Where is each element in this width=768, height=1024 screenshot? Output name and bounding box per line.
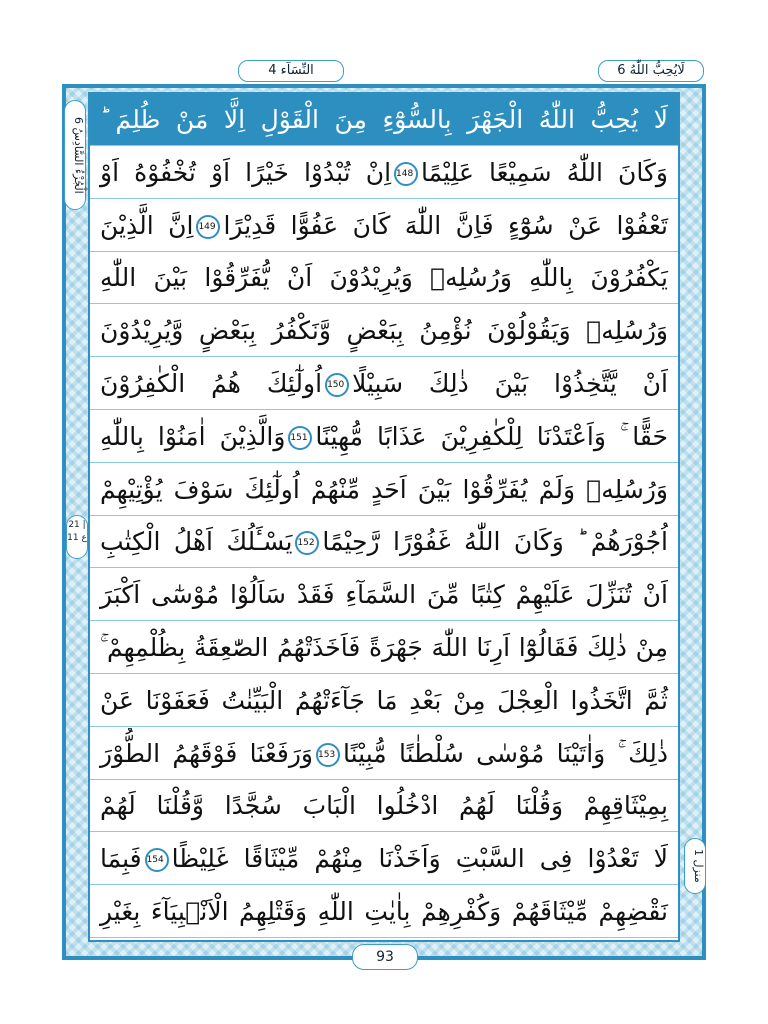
verse-text: اُولٰٓئِكَ هُمُ الْكٰفِرُوْنَ <box>100 369 323 398</box>
page-header <box>68 60 700 82</box>
verse-text: فَبِمَا <box>100 844 142 874</box>
verse-text: ثُمَّ اتَّخَذُوا الْعِجْلَ مِنْ بَعْدِ مَا جَآءَتْهُمُ الْبَيِّنٰتُ فَعَفَوْنَا عَنْ <box>100 685 668 715</box>
text-line <box>90 411 678 463</box>
verse-text: وَرَفَعْنَا فَوْقَهُمُ الطُّوْرَ <box>100 738 313 768</box>
ayah-number-marker: 153 <box>316 743 340 767</box>
verse-text: وَرُسُلِهٖ وَلَمْ يُفَرِّقُوْا بَيْنَ اَحَدٍ مِّنْهُمْ اُولٰٓئِكَ سَوْفَ يُؤْتِيْهِمْ <box>100 474 668 504</box>
ayah-number-marker: 154 <box>145 848 169 872</box>
verse-text: اِنَّ الَّذِيْنَ <box>100 210 194 240</box>
quran-text-area <box>88 92 680 942</box>
verse-text: اُجُوْرَهُمْ ؕ وَكَانَ اللّٰهُ غَفُوْرًا رَّحِيْمًا <box>322 527 668 557</box>
verse-text: وَكَانَ اللّٰهُ سَمِيْعًا عَلِيْمًا <box>421 157 669 187</box>
ayah-number-marker: 148 <box>394 162 418 186</box>
hizb-marker: 21 | 11 ع <box>66 515 88 559</box>
manzil-marker: منزل 1 <box>684 838 706 894</box>
ayah-number-marker: 151 <box>288 426 312 450</box>
text-line <box>90 780 678 832</box>
text-line <box>90 147 678 199</box>
text-line <box>90 728 678 780</box>
text-line <box>90 358 678 410</box>
text-line <box>90 252 678 304</box>
text-line <box>90 569 678 621</box>
text-line <box>90 516 678 568</box>
text-line <box>90 675 678 727</box>
verse-text: يَكْفُرُوْنَ بِاللّٰهِ وَرُسُلِهٖ وَيُرِيْدُوْنَ اَنْ يُّفَرِّقُوْا بَيْنَ اللّٰهِ <box>100 263 668 293</box>
text-line <box>90 886 678 938</box>
surah-name-label: النِّسَآء 4 <box>238 60 344 82</box>
verse-text: يَسْـَٔلُكَ اَهْلُ الْكِتٰبِ <box>100 527 293 557</box>
verse-text: وَالَّذِيْنَ اٰمَنُوْا بِاللّٰهِ <box>100 421 286 451</box>
verse-text: وَرُسُلِهٖ وَيَقُوْلُوْنَ نُؤْمِنُ بِبَعْضٍ وَّنَكْفُرُ بِبَعْضٍ وَّيُرِيْدُوْنَ <box>100 316 668 346</box>
verse-text: بِمِيْثَاقِهِمْ وَقُلْنَا لَهُمُ ادْخُلُوا الْبَابَ سُجَّدًا وَّقُلْنَا لَهُمْ <box>100 791 668 821</box>
verse-text: لَا تَعْدُوْا فِى السَّبْتِ وَاَخَذْنَا مِنْهُمْ مِّيْثَاقًا غَلِيْظًا <box>171 844 668 874</box>
verse-text: اَنْ تُنَزِّلَ عَلَيْهِمْ كِتٰبًا مِّنَ السَّمَآءِ فَقَدْ سَاَلُوْا مُوْسٰٓى اَكْبَرَ <box>100 580 668 610</box>
text-line <box>90 94 678 146</box>
text-line <box>90 833 678 885</box>
text-line <box>90 464 678 516</box>
verse-text: اَنْ يَّتَّخِذُوْا بَيْنَ ذٰلِكَ سَبِيْلًا <box>352 369 668 398</box>
ayah-number-marker: 149 <box>196 215 220 239</box>
page-number: 93 <box>352 944 418 970</box>
verse-text: تَعْفُوْا عَنْ سُوْٓءٍ فَاِنَّ اللّٰهَ كَانَ عَفُوًّا قَدِيْرًا <box>223 210 668 240</box>
verse-text: اِنْ تُبْدُوْا خَيْرًا اَوْ تُخْفُوْهُ اَوْ <box>100 157 392 187</box>
verse-text: ذٰلِكَ ۚ وَاٰتَيْنَا مُوْسٰى سُلْطٰنًا مُّبِيْنًا <box>343 738 669 768</box>
text-line <box>90 622 678 674</box>
ayah-number-marker: 152 <box>295 531 319 555</box>
text-line <box>90 200 678 252</box>
verse-text: حَقًّا ۚ وَاَعْتَدْنَا لِلْكٰفِرِيْنَ عَذَابًا مُّهِيْنًا <box>315 421 668 451</box>
text-line <box>90 305 678 357</box>
verse-text: نَقْضِهِمْ مِّيْثَاقَهُمْ وَكُفْرِهِمْ بِاٰيٰتِ اللّٰهِ وَقَتْلِهِمُ الْاَنْۢبِيَآءَ بِغَيْرِ <box>100 897 668 926</box>
verse-text: لَا يُحِبُّ اللّٰهُ الْجَهْرَ بِالسُّوْٓءِ مِنَ الْقَوْلِ اِلَّا مَنْ ظُلِمَ ؕ <box>100 105 668 134</box>
juz-title-label: لَايُحِبُّ اللّٰهُ 6 <box>598 60 704 82</box>
verse-text: مِنْ ذٰلِكَ فَقَالُوْٓا اَرِنَا اللّٰهَ جَهْرَةً فَاَخَذَتْهُمُ الصّٰعِقَةُ بِظُلْمِهِمْ ۚ <box>100 633 668 662</box>
ayah-number-marker: 150 <box>325 373 349 397</box>
juz-side-label: الْجُزْءُ السَّادِسُ 6 <box>64 100 86 210</box>
